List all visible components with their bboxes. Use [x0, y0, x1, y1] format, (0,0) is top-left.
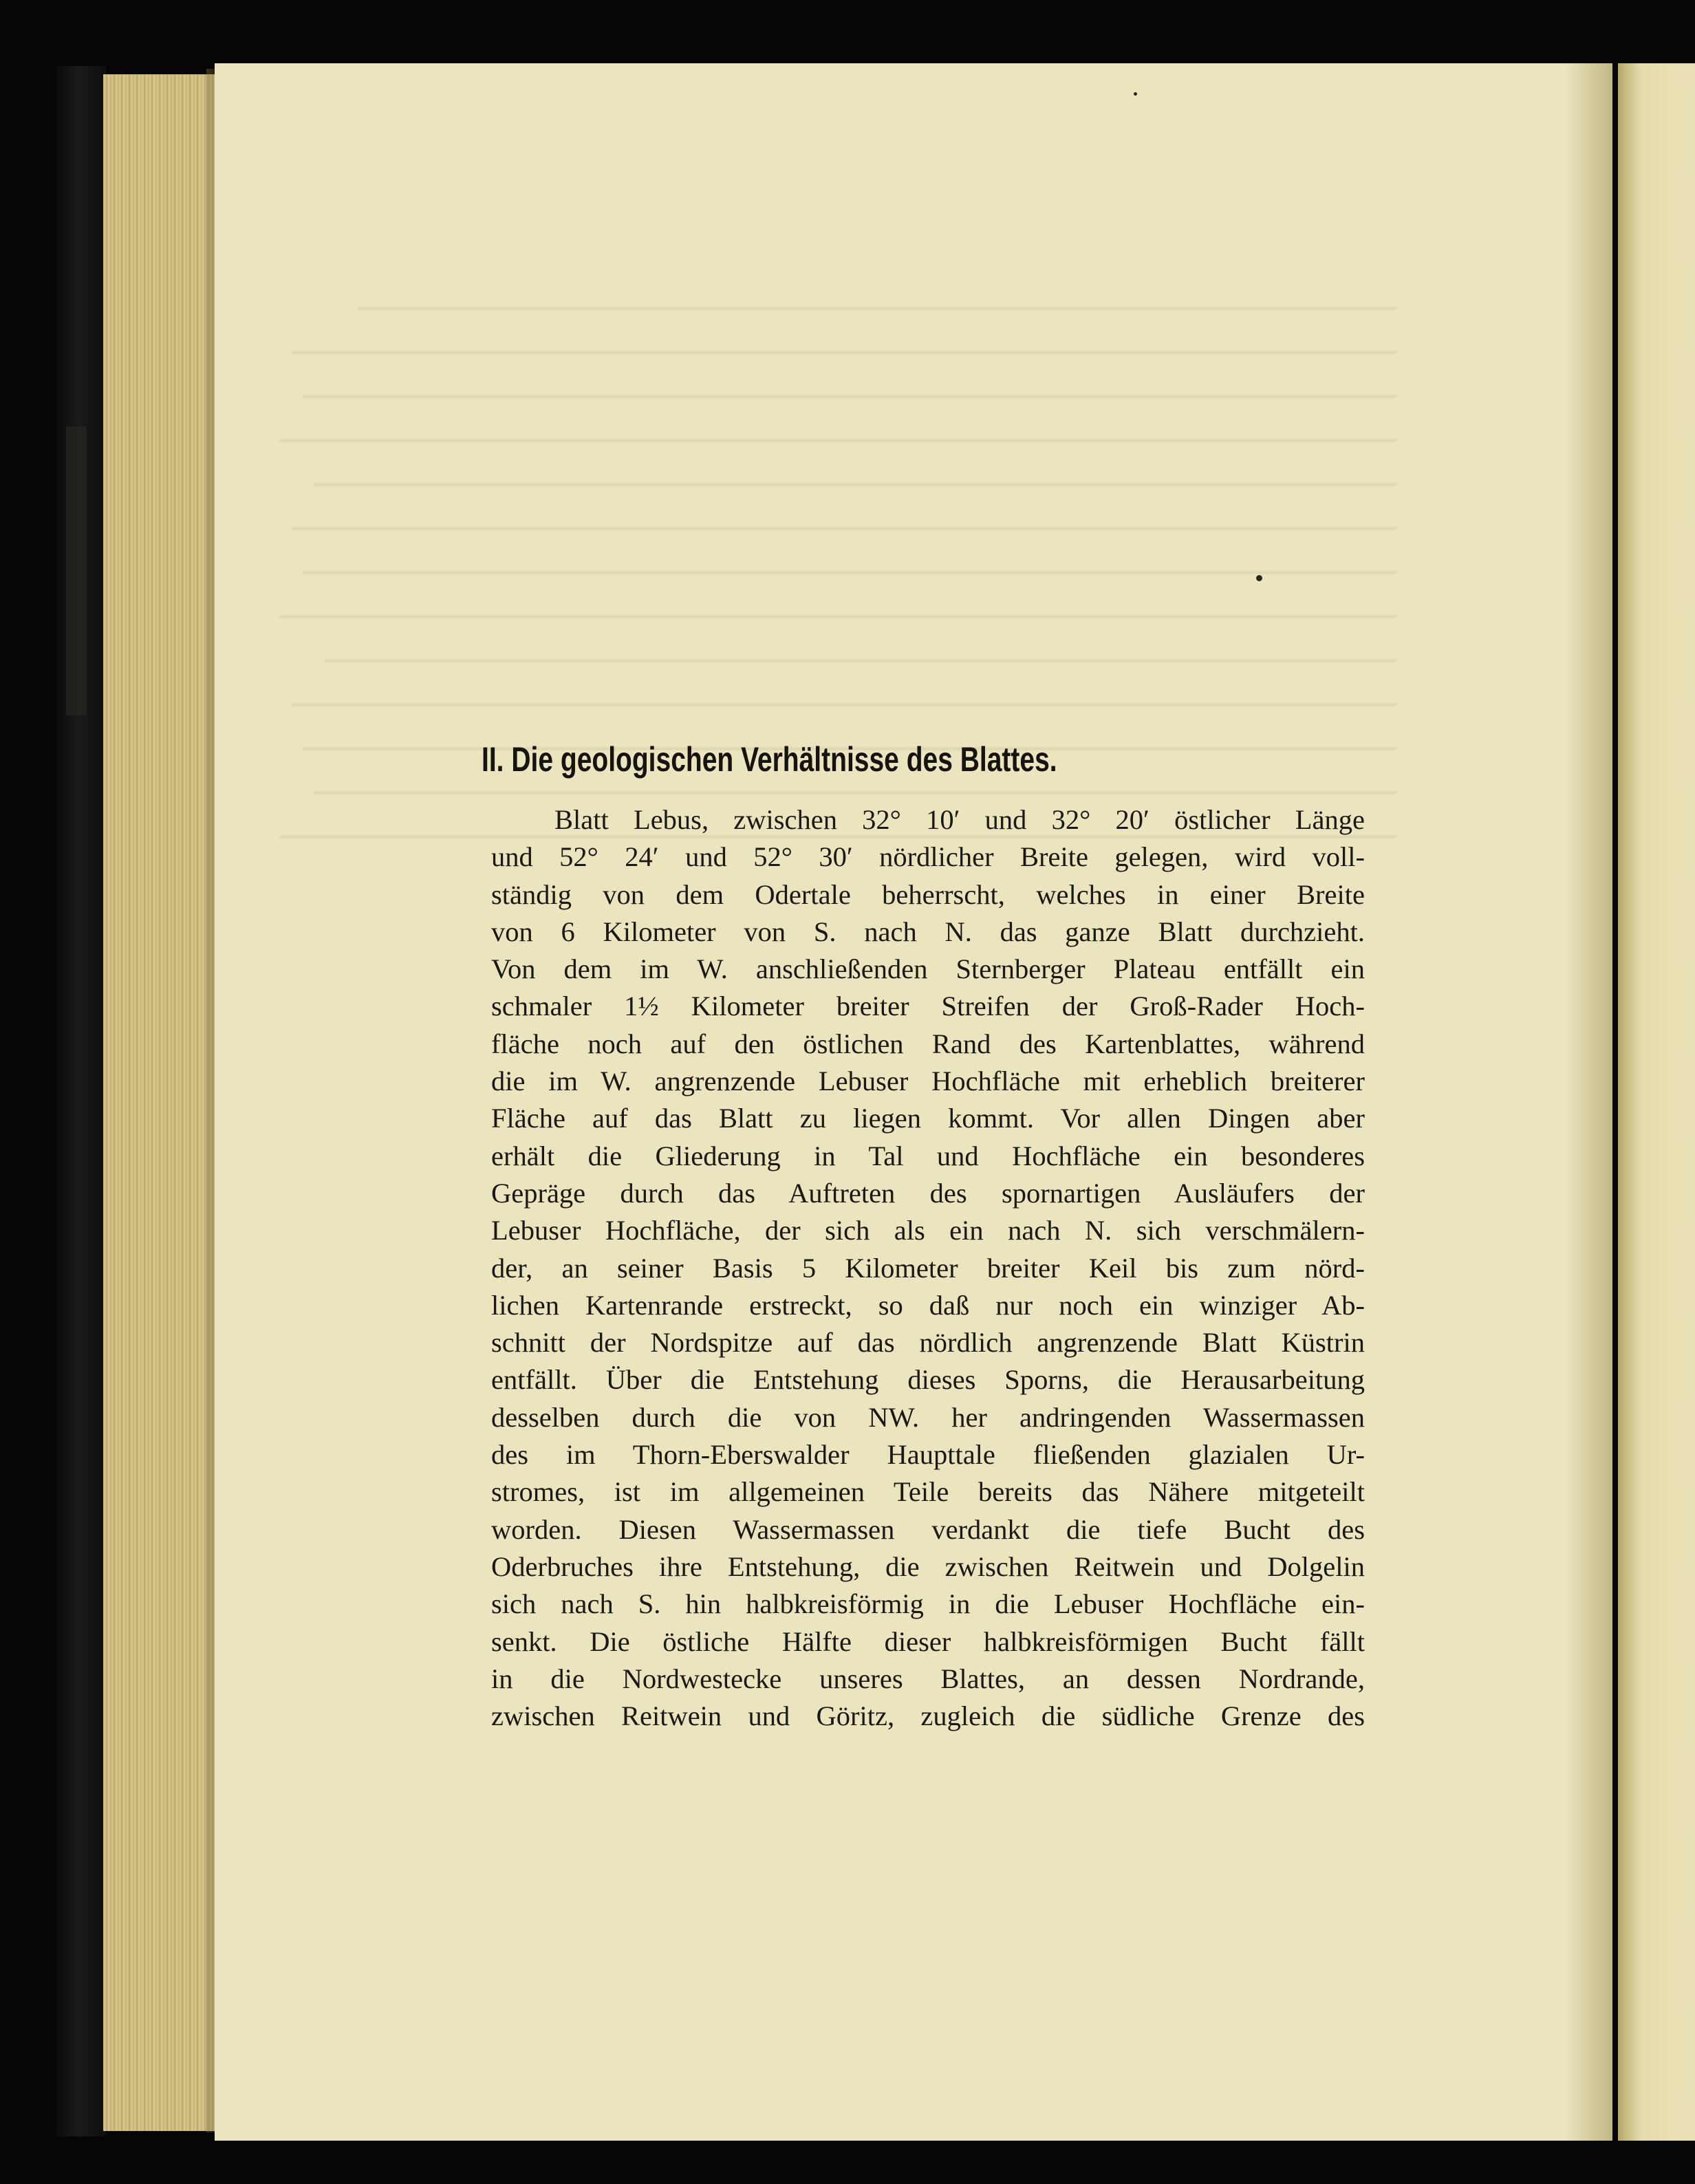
paragraph-line: Gepräge durch das Auftreten des spornartigen Ausläufers der	[491, 1177, 1365, 1209]
paragraph-line: von 6 Kilometer von S. nach N. das ganze Blatt durchzieht.	[491, 916, 1365, 947]
page-speck	[1134, 92, 1137, 96]
paragraph-line: fläche noch auf den östlichen Rand des Kartenblattes, während	[491, 1028, 1365, 1059]
paragraph-line: desselben durch die von NW. her andringenden Wassermassen	[491, 1401, 1365, 1433]
paragraph-line: lichen Kartenrande erstreckt, so daß nur noch ein winziger Ab-	[491, 1289, 1365, 1321]
body-text	[491, 801, 1365, 1735]
cover-wear-mark	[66, 426, 87, 715]
paragraph-line: erhält die Gliederung in Tal und Hochfläche ein besonderes	[491, 1140, 1365, 1171]
paragraph-line: in die Nordwestecke unseres Blattes, an dessen Nordrande,	[491, 1663, 1365, 1694]
paragraph-line: worden. Diesen Wassermassen verdankt die tiefe Bucht des	[491, 1513, 1365, 1545]
paragraph-line: schmaler 1½ Kilometer breiter Streifen der Groß-Rader Hoch-	[491, 991, 1365, 1022]
section-heading: II. Die geologischen Verhältnisse des Blattes.	[482, 740, 1057, 779]
paragraph-line: Von dem im W. anschließenden Sternberger Plateau entfällt ein	[491, 953, 1365, 985]
paragraph-line: schnitt der Nordspitze auf das nördlich angrenzende Blatt Küstrin	[491, 1327, 1365, 1359]
paragraph-line: die im W. angrenzende Lebuser Hochfläche mit erheblich breiterer	[491, 1066, 1365, 1097]
paragraph-line: zwischen Reitwein und Göritz, zugleich die südliche Grenze des	[491, 1700, 1365, 1732]
paragraph-line: senkt. Die östliche Hälfte dieser halbkreisförmigen Bucht fällt	[491, 1625, 1365, 1657]
page-speck	[1256, 575, 1262, 581]
paragraph-line: der, an seiner Basis 5 Kilometer breiter Keil bis zum nörd-	[491, 1252, 1365, 1284]
paragraph-line: Fläche auf das Blatt zu liegen kommt. Vor allen Dingen aber	[491, 1103, 1365, 1134]
page-gutter-shadow	[1564, 63, 1612, 2141]
paragraph-line: Lebuser Hochfläche, der sich als ein nach N. sich verschmälern-	[491, 1215, 1365, 1246]
paragraph-line: entfällt. Über die Entstehung dieses Sporns, die Herausarbeitung	[491, 1364, 1365, 1396]
facing-page-edge	[1618, 63, 1695, 2141]
paragraph-line: ständig von dem Odertale beherrscht, welches in einer Breite	[491, 878, 1365, 910]
page-stack-edges	[103, 74, 220, 2131]
paragraph-line: und 52° 24′ und 52° 30′ nördlicher Breite gelegen, wird voll-	[491, 841, 1365, 873]
paragraph-line: stromes, ist im allgemeinen Teile bereits das Nähere mitgeteilt	[491, 1476, 1365, 1508]
paragraph-line: des im Thorn-Eberswalder Haupttale fließenden glazialen Ur-	[491, 1439, 1365, 1471]
paragraph-line: sich nach S. hin halbkreisförmig in die Lebuser Hochfläche ein-	[491, 1588, 1365, 1620]
book-cover-edge	[56, 66, 106, 2137]
paragraph-line: Oderbruches ihre Entstehung, die zwischen Reitwein und Dolgelin	[491, 1550, 1365, 1582]
paragraph-line: Blatt Lebus, zwischen 32° 10′ und 32° 20′ östlicher Länge	[554, 804, 1365, 835]
